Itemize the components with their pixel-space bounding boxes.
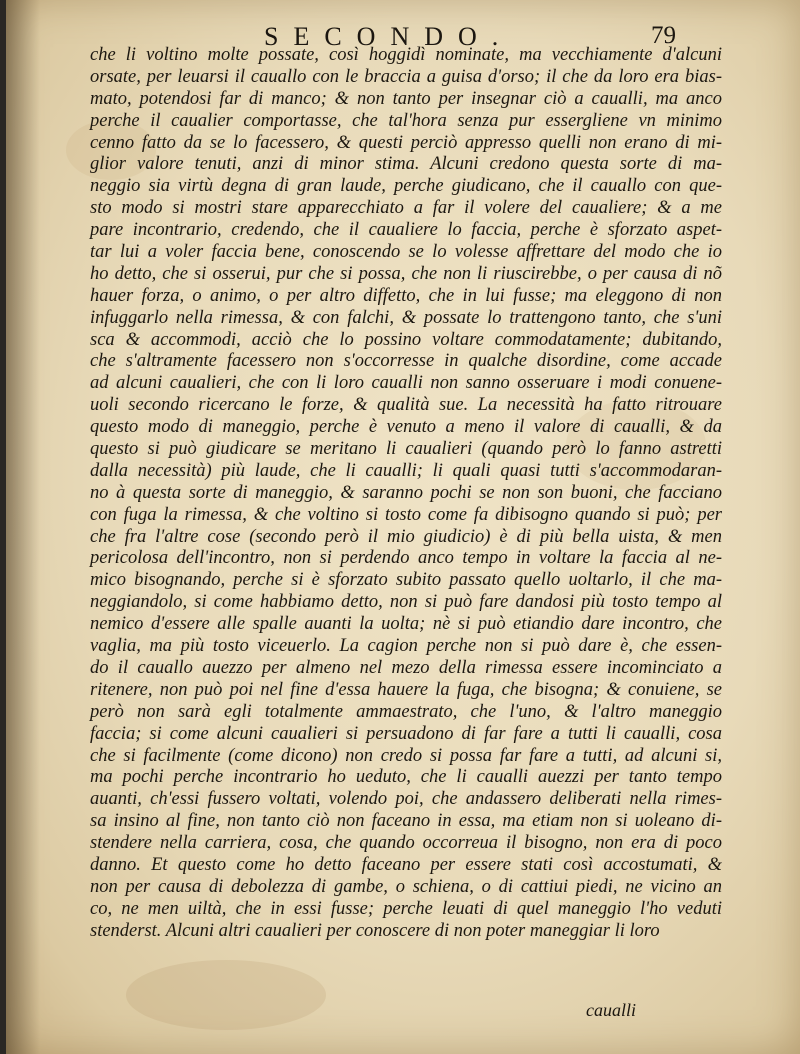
text-line: faccia; si come alcuni caualieri si persuadono di far fare a tutti li caualli, cosa: [90, 723, 722, 744]
catchword-row: [6, 1000, 800, 1024]
text-line: mico bisognando, perche si è sforzato subito passato quello uoltarlo, il che ma-: [90, 570, 722, 591]
text-line: che s'altramente facessero non s'occorresse in qualche disordine, come accade: [90, 351, 722, 372]
text-line: tar lui a voler faccia bene, conoscendo se lo volesse affrettare del modo che io: [90, 242, 722, 263]
text-line: ho detto, che si osserui, pur che si possa, che non li riuscirebbe, o per causa di nõ: [90, 263, 722, 284]
text-line: sto modo si mostri stare apparecchiato a far il volere del caualiere; & a me: [90, 198, 722, 219]
text-line: con fuga la rimessa, & che voltino si tosto come fa dibisogno quando si può; per: [90, 504, 722, 525]
text-line: hauer forza, o animo, o per altro diffetto, che in lui fusse; ma eleggono di non: [90, 285, 722, 306]
text-line: orsate, per leuarsi il cauallo con le braccia a guisa d'orso; il che da loro era bias-: [90, 66, 722, 87]
page-number: 79: [651, 22, 676, 49]
text-line: uoli secondo ricercano le forze, & qualità sue. La necessità ha fatto ritrouare: [90, 395, 722, 416]
text-line: ad alcuni caualieri, che con li loro caualli non sanno osseruare i modi conuene-: [90, 373, 722, 394]
text-line: che li voltino molte possate, così hoggidì nominate, ma vecchiamente d'alcuni: [90, 45, 722, 65]
text-line: danno. Et questo come ho detto faceano per essere stati così accostumati, &: [90, 854, 722, 875]
text-line: do il cauallo auezzo per almeno nel mezo della rimessa essere incominciato a: [90, 657, 722, 678]
text-line: neggio sia virtù degna di gran laude, perche giudicano, che il cauallo con que-: [90, 176, 722, 197]
text-line: questo si può giudicare se meritano li caualieri (quando però lo fanno astretti: [90, 439, 722, 460]
text-line: che fra l'altre cose (secondo però il mio giudicio) è di più bella uista, & men: [90, 526, 722, 547]
text-line: pericolosa dell'incontro, non si perdendo anco tempo in voltare la faccia al ne-: [90, 548, 722, 569]
text-line: ritenere, non può poi nel fine d'essa hauere la fuga, che bisogna; & conuiene, se: [90, 679, 722, 700]
text-line: dalla necessità) più laude, che li caualli; li quali quasi tutti s'accommodaran-: [90, 460, 722, 481]
running-head: SECONDO.: [264, 22, 514, 51]
text-line: glior valore tenuti, anzi di minor stima. Alcuni credono questa sorte di ma-: [90, 154, 722, 175]
text-line: pare incontrario, credendo, che il caualiere lo faccia, perche è sforzato aspet-: [90, 220, 722, 241]
text-line: no à questa sorte di maneggio, & saranno pochi se non son buoni, che facciano: [90, 482, 722, 503]
text-line: co, ne men uiltà, che in essi fusse; perche leuati di quel maneggio l'ho veduti: [90, 898, 722, 919]
text-line: sca & accommodi, acciò che lo possino voltare commodatamente; dubitando,: [90, 329, 722, 350]
text-line: nemico d'essere alle spalle auanti la uolta; nè si può etiandio dare incontro, che: [90, 614, 722, 635]
body-text: [90, 45, 722, 943]
text-line: sa insino al fine, non tanto ciò non faceano in essa, ma etiam non si uoleano di-: [90, 811, 722, 832]
book-page: [6, 0, 800, 1054]
text-line: ma pochi perche incontrario ho ueduto, che li caualli auezzi per tanto tempo: [90, 767, 722, 788]
text-line: mato, potendosi far di manco; & non tanto per insegnar ciò a caualli, ma anco: [90, 88, 722, 109]
text-line: però non sarà egli totalmente ammaestrato, che l'uno, & l'altro maneggio: [90, 701, 722, 722]
text-line: neggiandolo, si come habbiamo detto, non si può fare dandosi più tosto tempo al: [90, 592, 722, 613]
text-line: cenno fatto da se lo facessero, & questi perciò appresso quelli non erano di mi-: [90, 132, 722, 153]
gutter-shadow: [6, 0, 40, 1054]
text-line: auanti, ch'essi fussero voltati, volendo poi, che andassero deliberati nella rimes-: [90, 789, 722, 810]
text-line: stenderst. Alcuni altri caualieri per conoscere di non poter maneggiar li loro: [90, 920, 660, 941]
text-line: che si facilmente (come dicono) non credo si possa far fare a tutti, ad alcuni si,: [90, 745, 722, 766]
text-line: stendere nella carriera, cosa, che quando occorreua il bisogno, non era di poco: [90, 833, 722, 854]
text-line: perche il caualier comportasse, che tal'hora senza pur essergliene vn minimo: [90, 110, 722, 131]
text-line: questo modo di maneggio, perche è venuto a meno il valore di caualli, & da: [90, 417, 722, 438]
text-line: vaglia, ma più tosto viceuerlo. La cagion perche non si può dare è, che essen-: [90, 636, 722, 657]
catchword: caualli: [586, 1000, 636, 1020]
text-line: infuggarlo nella rimessa, & con falchi, & possate lo trattengono tanto, che s'uni: [90, 307, 722, 328]
text-line: non per causa di debolezza di gambe, o schiena, o di cattiui piedi, ne vicino an: [90, 876, 722, 897]
